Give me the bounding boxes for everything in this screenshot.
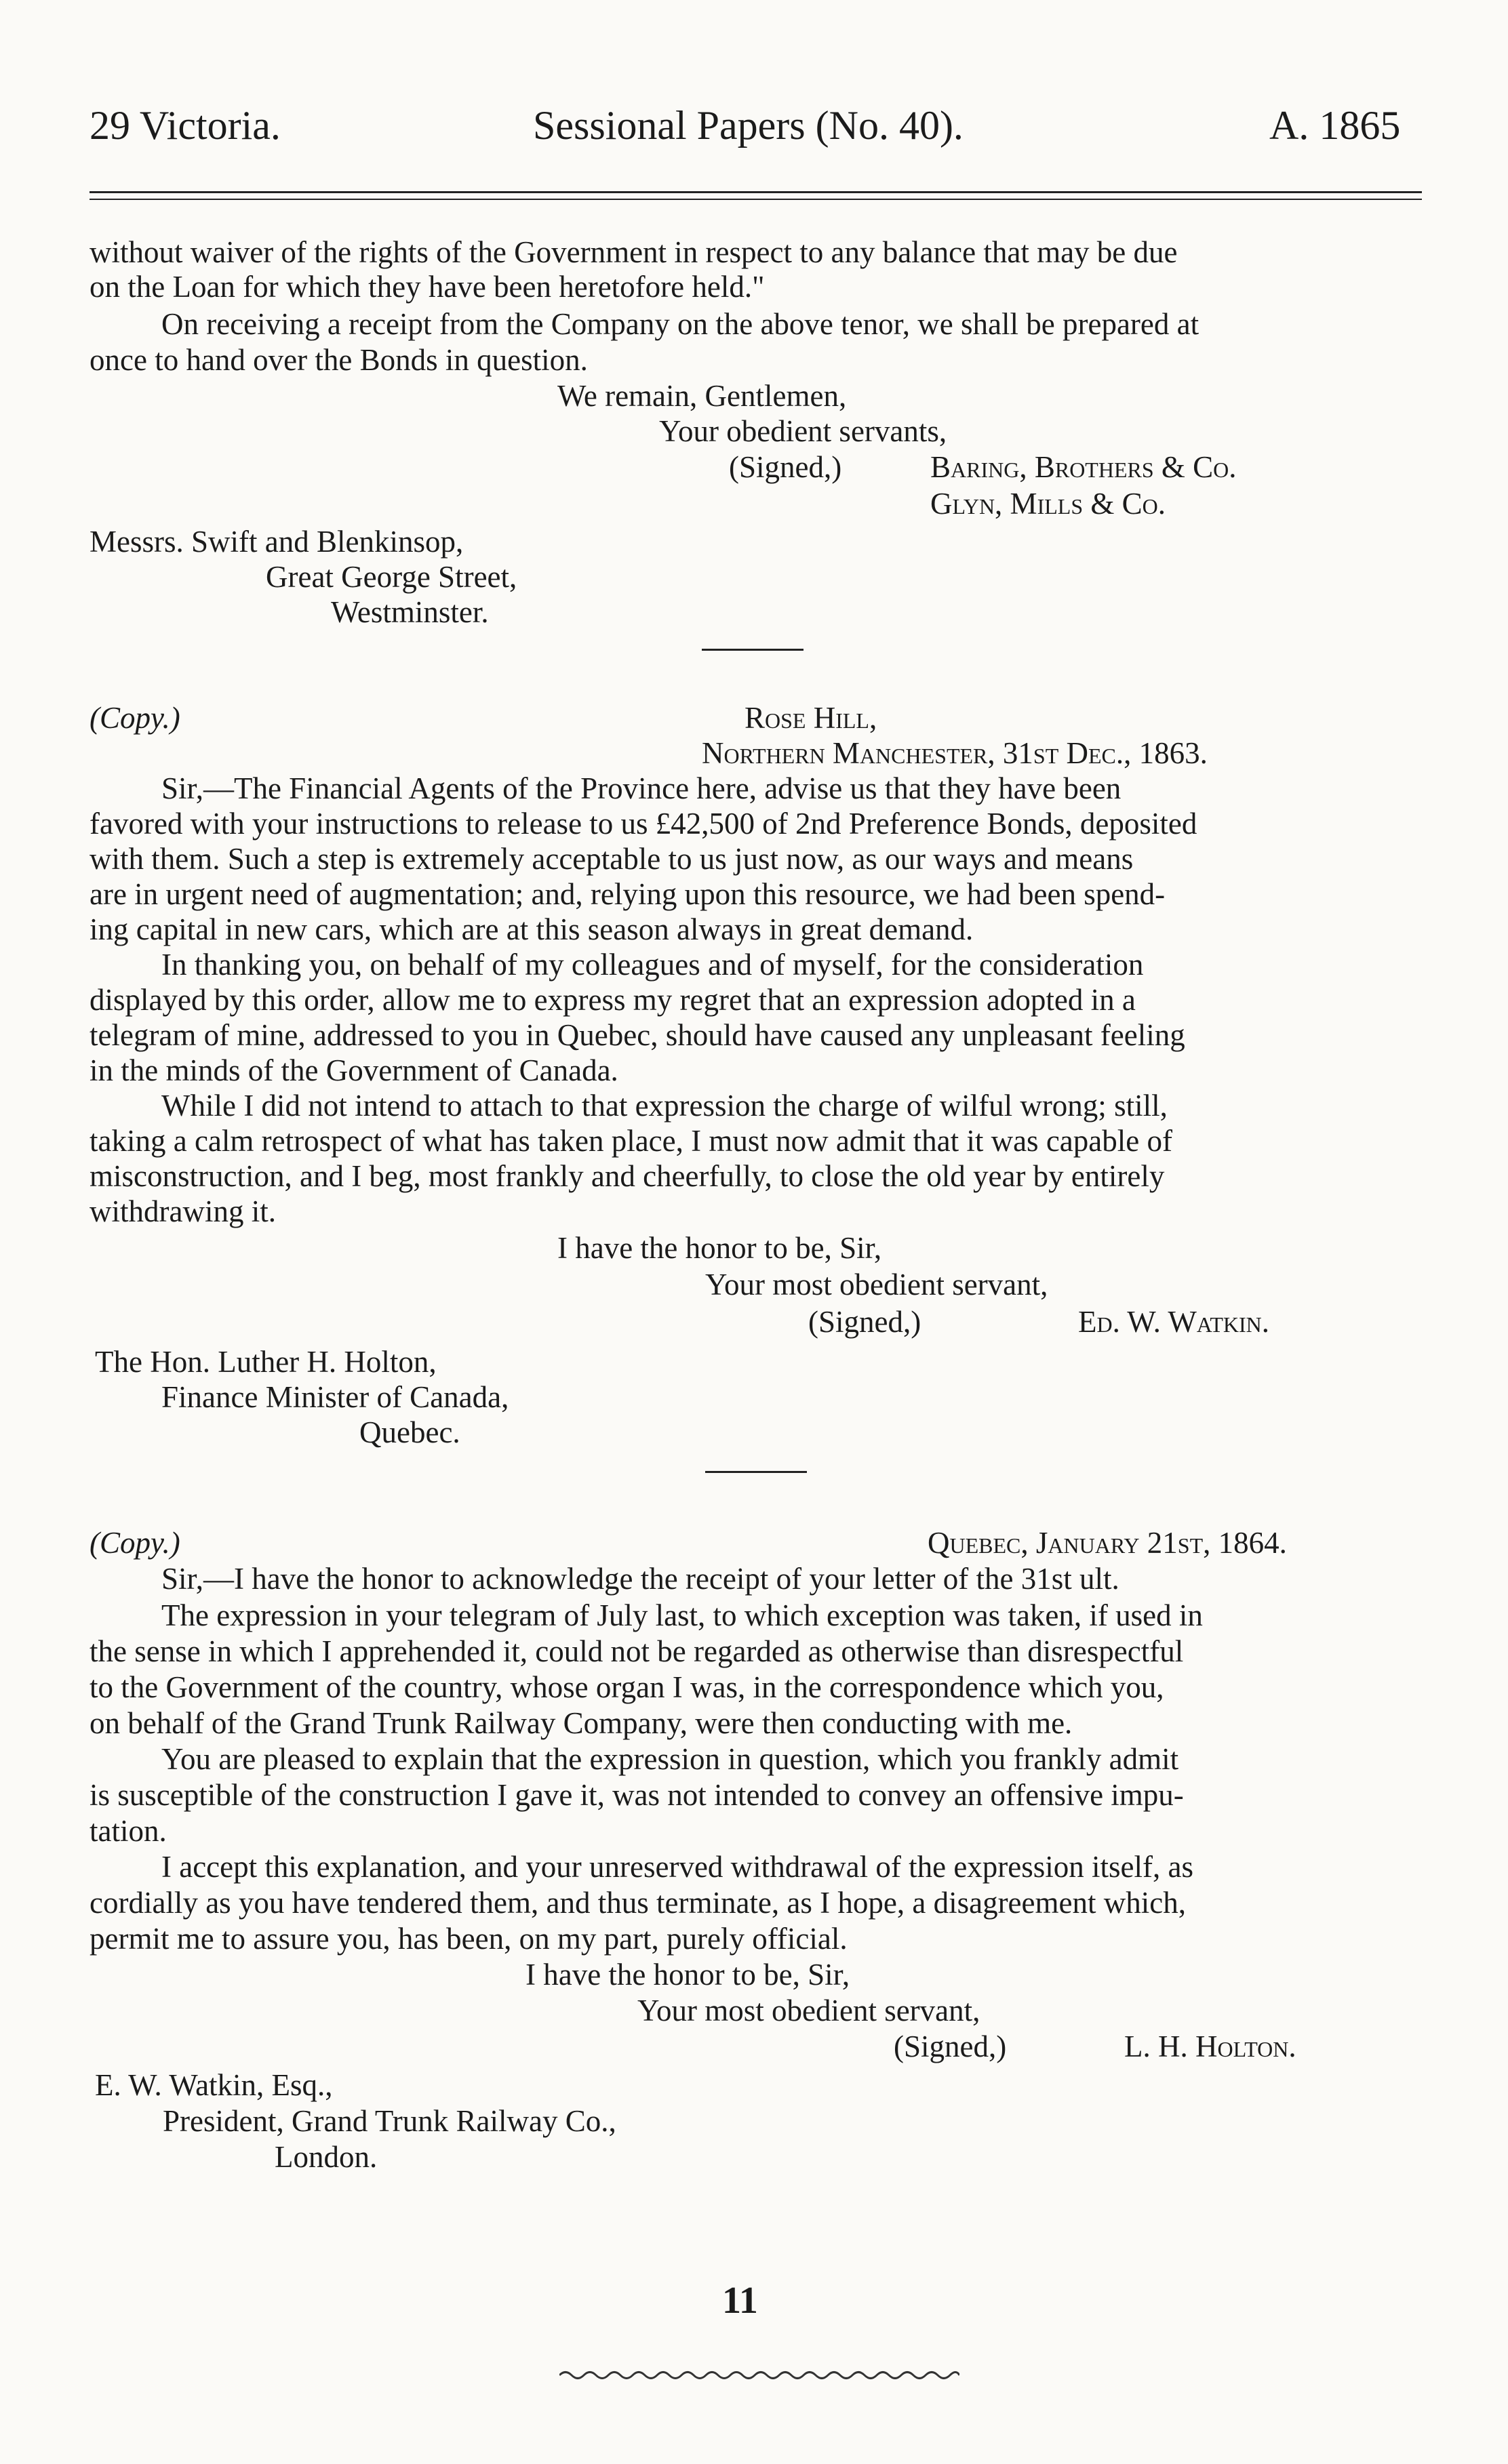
section-divider xyxy=(702,649,803,651)
header-rule-thin xyxy=(90,199,1422,200)
paragraph-line: ing capital in new cars, which are at this season always in great demand. xyxy=(90,912,974,946)
paragraph-line: taking a calm retrospect of what has taken place, I must now admit that it was capable of xyxy=(90,1124,1172,1158)
paragraph-line: misconstruction, and I beg, most frankly and cheerfully, to close the old year by entirely xyxy=(90,1159,1165,1193)
signature: Glyn, Mills & Co. xyxy=(930,487,1166,521)
paragraph-line: You are pleased to explain that the expression in question, which you frankly admit xyxy=(161,1742,1179,1776)
address-line: Westminster. xyxy=(331,595,489,629)
address-line: London. xyxy=(275,2140,378,2174)
closing-line: We remain, Gentlemen, xyxy=(557,379,847,413)
address-line: Quebec. xyxy=(359,1415,460,1449)
paragraph-line: with them. Such a step is extremely acceptable to us just now, as our ways and means xyxy=(90,842,1134,876)
wavy-ornament xyxy=(559,2368,959,2383)
header-year: A. 1865 xyxy=(1269,103,1401,148)
copy-label: (Copy.) xyxy=(90,1526,180,1560)
closing-line: Your most obedient servant, xyxy=(637,1994,980,2027)
paragraph-line: favored with your instructions to release to us £42,500 of 2nd Preference Bonds, deposited xyxy=(90,807,1197,841)
paragraph-line: to the Government of the country, whose organ I was, in the correspondence which you, xyxy=(90,1670,1164,1704)
paragraph-line: the sense in which I apprehended it, could not be regarded as otherwise than disrespectful xyxy=(90,1634,1184,1668)
header-session: 29 Victoria. xyxy=(90,103,281,148)
paragraph-line: on the Loan for which they have been heretofore held." xyxy=(90,270,765,304)
place-date-line: Quebec, January 21st, 1864. xyxy=(928,1526,1287,1560)
address-line: Finance Minister of Canada, xyxy=(161,1380,509,1414)
signature: L. H. Holton. xyxy=(1124,2029,1296,2063)
section-divider xyxy=(705,1471,807,1473)
address-line: Messrs. Swift and Blenkinsop, xyxy=(90,525,464,559)
paragraph-line: In thanking you, on behalf of my colleagues and of myself, for the consideration xyxy=(161,948,1144,982)
paragraph-line: Sir,—I have the honor to acknowledge the receipt of your letter of the 31st ult. xyxy=(161,1562,1119,1596)
paragraph-line: I accept this explanation, and your unreserved withdrawal of the expression itself, as xyxy=(161,1850,1194,1884)
place-date-line: Northern Manchester, 31st Dec., 1863. xyxy=(702,736,1208,770)
signed-label: (Signed,) xyxy=(808,1305,921,1339)
paragraph-line: are in urgent need of augmentation; and, relying upon this resource, we had been spend- xyxy=(90,877,1166,911)
address-line: President, Grand Trunk Railway Co., xyxy=(163,2104,616,2138)
page-number: 11 xyxy=(722,2280,758,2322)
paragraph-line: The expression in your telegram of July last, to which exception was taken, if used in xyxy=(161,1598,1203,1632)
paragraph-line: tation. xyxy=(90,1814,167,1848)
paragraph-line: withdrawing it. xyxy=(90,1194,276,1228)
paragraph-line: Sir,—The Financial Agents of the Province here, advise us that they have been xyxy=(161,771,1122,805)
place-line: Rose Hill, xyxy=(745,701,877,735)
paragraph-line: displayed by this order, allow me to express my regret that an expression adopted in a xyxy=(90,983,1136,1017)
closing-line: I have the honor to be, Sir, xyxy=(557,1231,882,1265)
paragraph-line: On receiving a receipt from the Company on the above tenor, we shall be prepared at xyxy=(161,307,1199,341)
paragraph-line: While I did not intend to attach to that expression the charge of wilful wrong; still, xyxy=(161,1089,1168,1123)
paragraph-line: telegram of mine, addressed to you in Quebec, should have caused any unpleasant feeling xyxy=(90,1018,1185,1052)
signed-label: (Signed,) xyxy=(729,450,842,484)
paragraph-line: in the minds of the Government of Canada. xyxy=(90,1053,618,1087)
paragraph-line: is susceptible of the construction I gave it, was not intended to convey an offensive impu- xyxy=(90,1778,1184,1812)
signature: Ed. W. Watkin. xyxy=(1078,1305,1270,1339)
signed-label: (Signed,) xyxy=(894,2029,1007,2063)
closing-line: I have the honor to be, Sir, xyxy=(525,1958,850,1992)
paragraph-line: on behalf of the Grand Trunk Railway Company, were then conducting with me. xyxy=(90,1706,1073,1740)
address-line: Great George Street, xyxy=(266,560,517,594)
copy-label: (Copy.) xyxy=(90,701,180,735)
paragraph-line: once to hand over the Bonds in question. xyxy=(90,343,588,377)
header-title: Sessional Papers (No. 40). xyxy=(533,103,964,148)
closing-line: Your most obedient servant, xyxy=(705,1268,1048,1301)
closing-line: Your obedient servants, xyxy=(659,414,947,448)
paragraph-line: cordially as you have tendered them, and thus terminate, as I hope, a disagreement which, xyxy=(90,1886,1186,1920)
address-line: E. W. Watkin, Esq., xyxy=(95,2068,333,2102)
paragraph-line: without waiver of the rights of the Government in respect to any balance that may be due xyxy=(90,235,1178,269)
header-rule xyxy=(90,191,1422,193)
address-line: The Hon. Luther H. Holton, xyxy=(95,1345,437,1379)
signature: Baring, Brothers & Co. xyxy=(930,450,1237,484)
paragraph-line: permit me to assure you, has been, on my part, purely official. xyxy=(90,1922,848,1956)
